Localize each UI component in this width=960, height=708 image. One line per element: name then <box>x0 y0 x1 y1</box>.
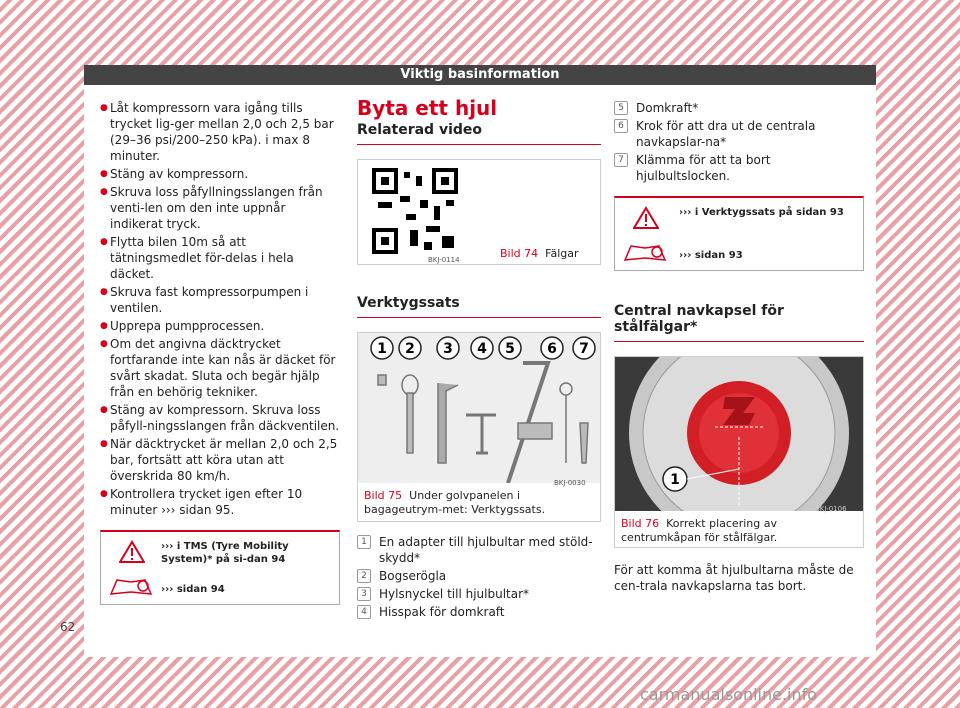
book-icon <box>109 574 153 596</box>
figure-text: Korrekt placering av centrumkåpan för stålfälgar. <box>621 517 778 544</box>
tool-number: 7 <box>579 341 589 357</box>
tool-number: 5 <box>505 341 515 357</box>
book-icon <box>623 240 667 262</box>
list-item <box>614 152 864 184</box>
item-number: 7 <box>614 153 628 167</box>
figure-label: Bild 76 <box>621 517 660 530</box>
book-link[interactable]: ››› sidan 93 <box>679 250 743 261</box>
bullet-item: ● Skruva fast kompressorpumpen i ventilen. <box>100 284 340 316</box>
figure-caption <box>358 485 600 521</box>
figure-76 <box>614 356 864 548</box>
warning-icon <box>119 540 145 564</box>
list-item <box>357 568 601 584</box>
column-2 <box>357 96 601 622</box>
figure-label: Bild 75 <box>364 489 403 502</box>
body-text: För att komma åt hjulbultarna måste de cen-trala navkapslarna tas bort. <box>614 563 854 593</box>
figure-label: Bild 74 <box>500 247 539 260</box>
item-text: En adapter till hjulbultar med stöld-skydd* <box>379 535 593 565</box>
warning-icon <box>633 206 659 230</box>
list-item <box>357 604 601 620</box>
item-text: Bogserögla <box>379 569 447 583</box>
warning-link[interactable]: ››› i TMS (Tyre Mobility System)* på si-dan 94 <box>161 541 289 565</box>
figure-caption <box>500 246 579 262</box>
tool-number: 6 <box>547 341 557 357</box>
bullet-item: ● Låt kompressorn vara igång tills trycket lig-ger mellan 2,0 och 2,5 bar (29–36 psi/200–250 kPa). i max 8 minuter. <box>100 100 340 164</box>
bullet-item: ● Stäng av kompressorn. Skruva loss påfyll-ningsslangen från däckventilen. <box>100 402 340 434</box>
list-item <box>357 586 601 602</box>
toolkit-heading: Verktygssats <box>357 295 601 318</box>
figure-caption <box>615 513 863 549</box>
section-header: Viktig basinformation <box>84 65 876 85</box>
item-number: 3 <box>357 587 371 601</box>
item-number: 2 <box>357 569 371 583</box>
column-3 <box>614 100 864 594</box>
related-video-heading: Relaterad video <box>357 122 601 145</box>
figure-text: Fälgar <box>545 247 579 260</box>
toolkit-illustration <box>358 333 600 483</box>
item-text: Krok för att dra ut de centrala navkapslar-na* <box>636 119 816 149</box>
bullet-item: ● Stäng av kompressorn. <box>100 166 340 182</box>
item-number: 6 <box>614 119 628 133</box>
figure-code: BKJ-0106 <box>815 505 847 513</box>
section-heading: Central navkapsel för stålfälgar* <box>614 303 864 342</box>
figure-74 <box>357 159 601 265</box>
tool-number: 1 <box>377 341 387 357</box>
warning-box <box>614 196 864 271</box>
bullet-item: ● Upprepa pumpprocessen. <box>100 318 340 334</box>
warning-link[interactable]: ››› i Verktygssats på sidan 93 <box>679 207 844 218</box>
figure-code: BKJ-0030 <box>554 479 586 487</box>
figure-marker: 1 <box>670 472 680 488</box>
item-text: Hylsnyckel till hjulbultar* <box>379 587 530 601</box>
item-text: Klämma för att ta bort hjulbultslocken. <box>636 153 771 183</box>
section-title: Byta ett hjul <box>357 96 498 120</box>
figure-75 <box>357 332 601 522</box>
book-link[interactable]: ››› sidan 94 <box>161 584 225 595</box>
figure-text: Under golvpanelen i bagageutrym-met: Verktygssats. <box>364 489 546 516</box>
item-number: 1 <box>357 535 371 549</box>
bullet-item: ● När däcktrycket är mellan 2,0 och 2,5 bar, fortsätt att köra utan att överskrida 80 km/h. <box>100 436 340 484</box>
warning-box <box>100 530 340 605</box>
tool-number: 2 <box>405 341 415 357</box>
tool-list <box>357 534 601 620</box>
list-item <box>614 118 864 150</box>
page-number: 62 <box>60 620 76 634</box>
qr-code-icon[interactable] <box>370 166 460 256</box>
item-number: 4 <box>357 605 371 619</box>
item-text: Domkraft* <box>636 101 699 115</box>
list-item <box>614 100 864 116</box>
item-number: 5 <box>614 101 628 115</box>
item-text: Hisspak för domkraft <box>379 605 505 619</box>
bullet-item: ● Skruva loss påfyllningsslangen från venti-len om den inte uppnår indikerat tryck. <box>100 184 340 232</box>
tool-number: 3 <box>443 341 453 357</box>
list-item <box>357 534 601 566</box>
watermark: carmanualsonline.info <box>640 685 818 704</box>
column-1 <box>100 100 340 605</box>
tool-number: 4 <box>477 341 487 357</box>
bullet-item: ● Om det angivna däcktrycket fortfarande inte kan nås är däcket för svårt skadat. Sluta och begär hjälp från en behörig tekniker. <box>100 336 340 400</box>
hubcap-illustration <box>615 357 863 511</box>
bullet-item: ● Flytta bilen 10m så att tätningsmedlet för-delas i hela däcket. <box>100 234 340 282</box>
figure-code: BKJ-0114 <box>428 256 460 264</box>
bullet-item: ● Kontrollera trycket igen efter 10 minuter ››› sidan 95. <box>100 486 340 518</box>
